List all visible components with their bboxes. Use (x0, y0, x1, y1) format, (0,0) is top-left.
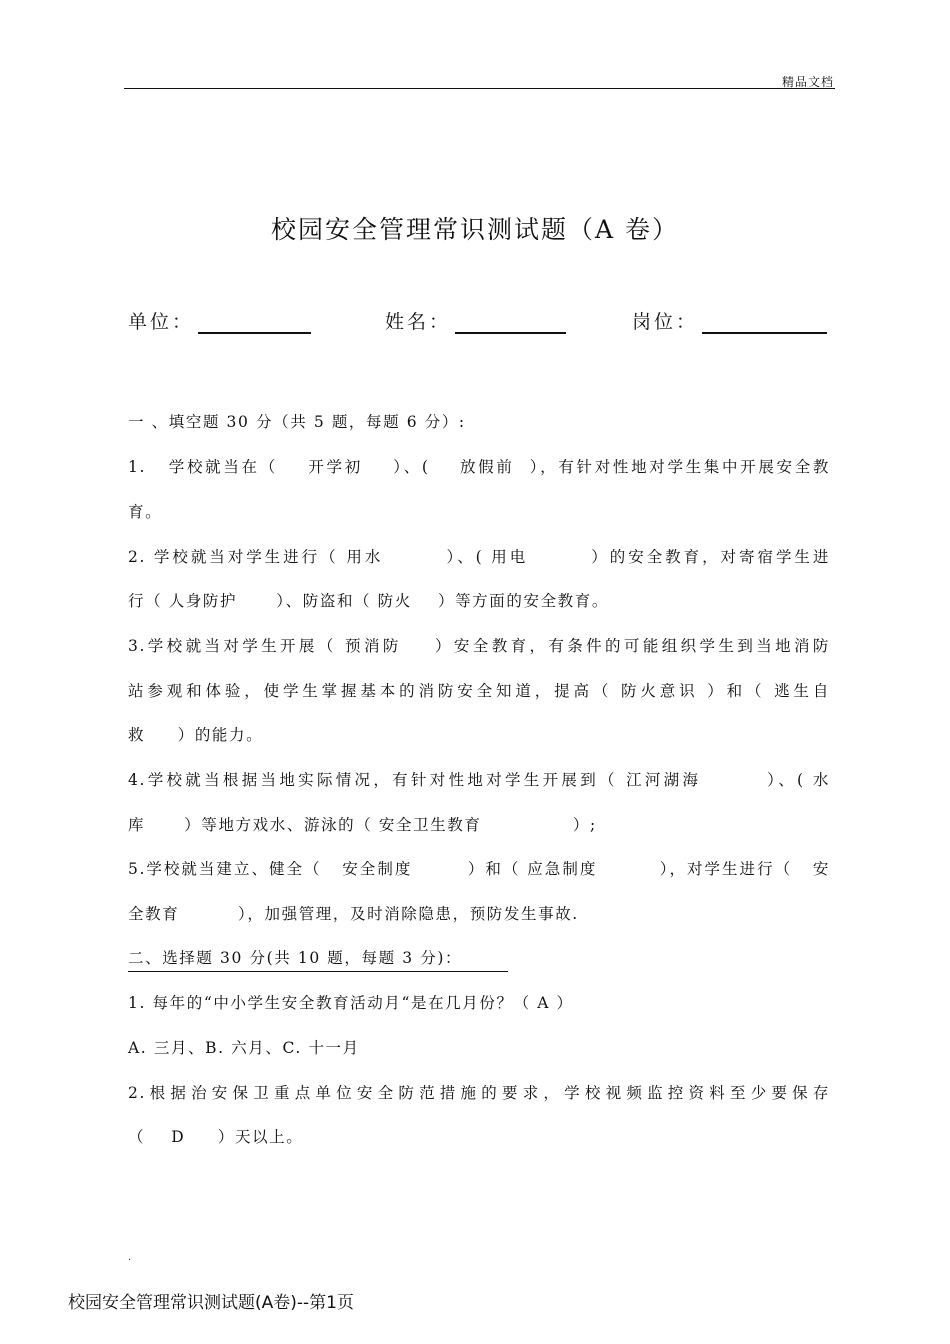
section-1-heading: 一 、填空题 30 分（共 5 题，每题 6 分）: (128, 413, 466, 431)
field-unit-blank (198, 306, 311, 334)
page-footer: 校园安全管理常识测试题(A卷)--第1页 (68, 1293, 354, 1313)
question-line: （ D ）天以上。 (128, 1128, 304, 1146)
header-rule (124, 88, 835, 89)
field-name (385, 306, 566, 334)
question-line: 4.学校就当根据当地实际情况，有针对性地对学生开展到（ 江河湖海 ）、( 水 (128, 771, 830, 789)
question-line: A. 三月、B. 六月、C. 十一月 (128, 1039, 360, 1057)
question-line: 全教育 ），加强管理，及时消除隐患，预防发生事故. (128, 905, 579, 923)
field-unit (128, 306, 311, 334)
question-line: 行（ 人身防护 ）、防盗和（ 防火 ）等方面的安全教育。 (128, 592, 609, 610)
page-dot: . (128, 1252, 132, 1263)
question-line: 库 ）等地方戏水、游泳的（ 安全卫生教育 ）; (128, 816, 597, 834)
question-line: 1. 每年的“中小学生安全教育活动月“是在几月份？（ A ） (128, 994, 574, 1012)
question-line: 3.学校就当对学生开展（ 预消防 ）安全教育，有条件的可能组织学生到当地消防 (128, 637, 830, 655)
question-line: 1. 学校就当在（ 开学初 ）、( 放假前 ），有针对性地对学生集中开展安全教 (128, 458, 830, 476)
field-unit-label: 单位： (128, 311, 195, 333)
question-line: 救 ）的能力。 (128, 726, 264, 744)
page-title: 校园安全管理常识测试题（A 卷） (270, 215, 679, 244)
question-line: 育。 (128, 503, 163, 521)
question-line: 站参观和体验，使学生掌握基本的消防安全知道，提高（ 防火意识 ）和（ 逃生自 (128, 682, 830, 700)
header-label: 精品文档 (781, 75, 834, 89)
field-post-label: 岗位： (632, 311, 699, 333)
field-post (632, 306, 827, 334)
question-line: 2. 学校就当对学生进行（ 用水 ）、( 用电 ）的安全教育，对寄宿学生进 (128, 548, 830, 566)
question-line: 2.根据治安保卫重点单位安全防范措施的要求，学校视频监控资料至少要保存 (128, 1084, 830, 1102)
question-line: 5.学校就当建立、健全（ 安全制度 ）和（ 应急制度 ），对学生进行（ 安 (128, 860, 830, 878)
section-2-heading: 二、选择题 30 分(共 10 题，每题 3 分)： (128, 946, 508, 972)
field-name-blank (455, 306, 566, 334)
field-name-label: 姓名： (385, 311, 452, 333)
field-post-blank (702, 306, 827, 334)
